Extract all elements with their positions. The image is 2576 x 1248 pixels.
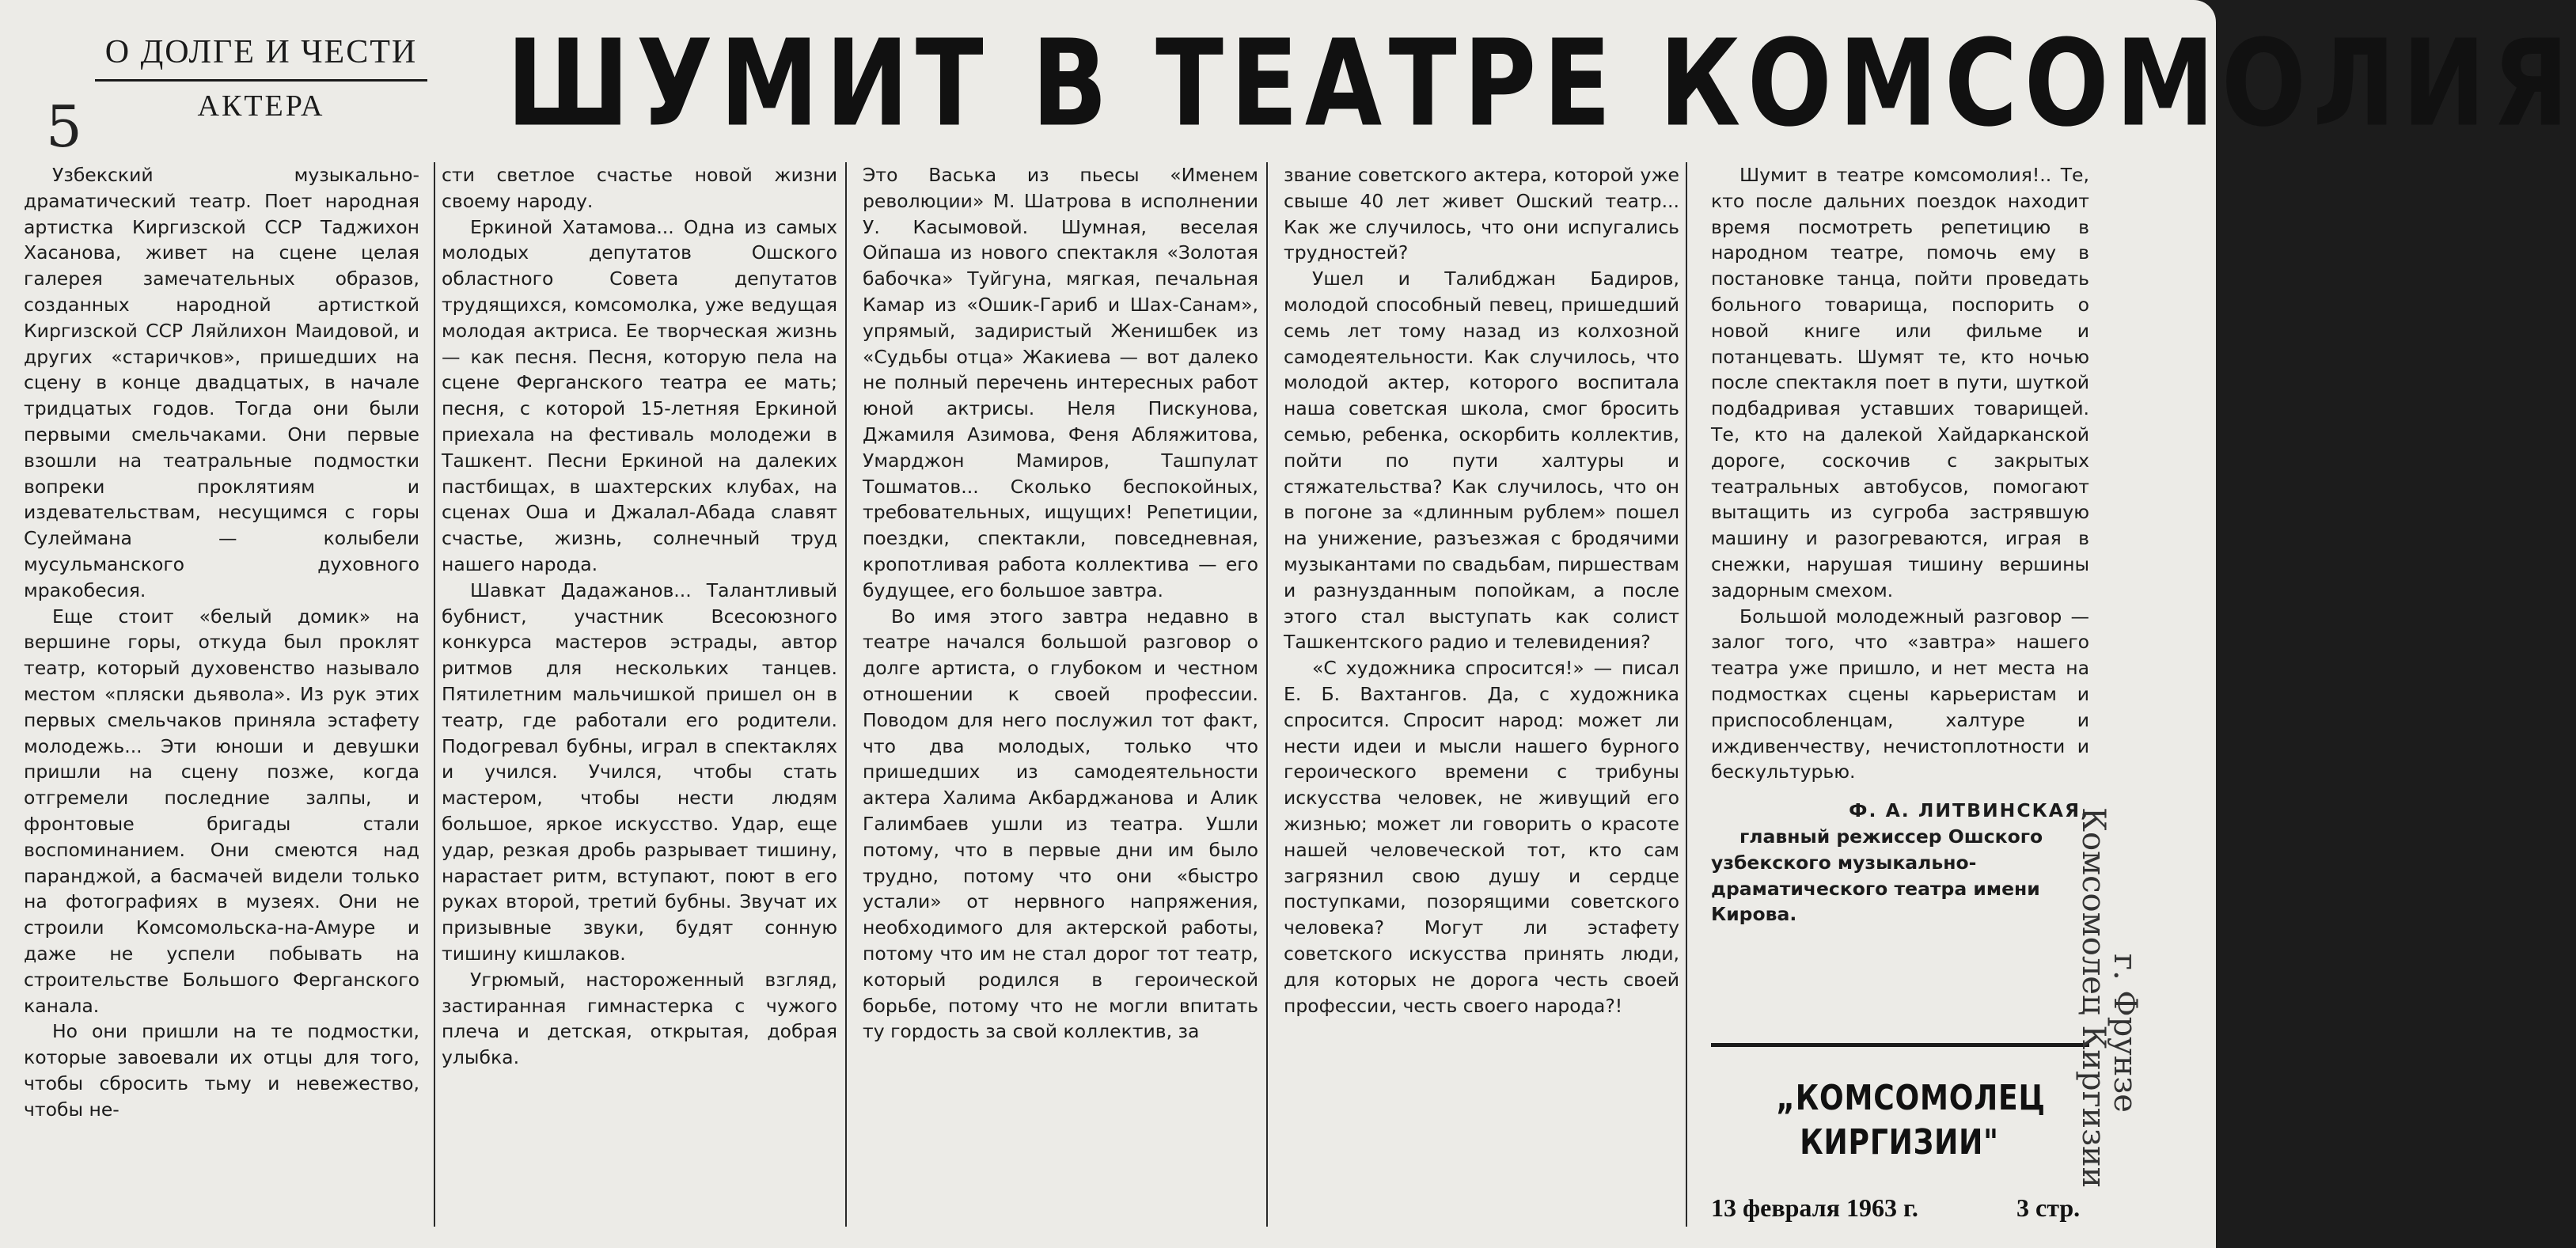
issue-page: 3 стр. <box>2016 1193 2081 1222</box>
paragraph: Узбекский музыкально-драматический театр. Поет народная артистка Киргизской ССР Таджихон Хасанова, живет на сцене целая галерея замечательных образов, созданных народной артисткой Киргизской ССР Ляйлихон Маидовой, и других «старичков», пришедших на сцену в конце двадцатых, в начале тридцатых годов. Тогда они были первыми смельчаками. Они первые взошли на театральные подмостки вопреки проклятиям и издевательствам, несущимся с горы Сулеймана — колыбели мусульманского духовного мракобесия. <box>24 164 419 601</box>
masthead-line: КИРГИЗИИ" <box>1800 1122 1999 1163</box>
paragraph: Большой молодежный разговор — залог того, что «завтра» нашего театра уже пришло, и нет места на подмостках сцены карьеристам и приспособленцам, халтуре и иждивенчеству, нечистоплотности и бескультурью. <box>1711 605 2089 783</box>
paragraph: «С художника спросится!» — писал Е. Б. Вахтангов. Да, с художника спросится. Спросит народ: может ли нести идеи и мысли нашего бурного героического времени с трибуны искусства человек, не живущий его жизнью; может ли говорить о красоте нашей человеческой тот, кто сам загрязнил свою душу и сердце поступками, позорящими советского человека? Могут ли эстафету советского искусства принять люди, для которых не дорога честь своей профессии, честь своего народа?! <box>1284 657 1679 1017</box>
paragraph: Еркиной Хатамова... Одна из самых молодых депутатов Ошского областного Совета депутатов трудящихся, комсомолка, уже ведущая молодая актриса. Ее творческая жизнь — как песня. Песня, которую пела на сцене Ферганского театра ее мать; песня, с которой 15-летняя Еркиной приехала на фестиваль молодежи в Ташкент. Песни Еркиной на далеких пастбищах, в шахтерских клубах, на сценах Оша и Джалал-Абада славят счастье, жизнь, солнечный труд нашего народа. <box>442 215 837 575</box>
newspaper-masthead <box>1776 1076 2046 1165</box>
paragraph: Шавкат Дадажанов... Талантливый бубнист, участник Всесоюзного конкурса мастеров эстрады, автор ритмов для нескольких танцев. Пятилетним мальчишкой пришел он в театр, где работали его родители. Подогревал бубны, играл в спектаклях и учился. Учился, чтобы стать мастером, чтобы нести людям большое, яркое искусство. Удар, еще удар, резкая дробь разрывает тишину, нарастает ритм, вступают, поют в его руках второй, третий бубны. Звучат их призывные звуки, будят сонную тишину кишлаков. <box>442 578 837 965</box>
article-column-3 <box>863 162 1258 1227</box>
paragraph: Угрюмый, настороженный взгляд, застиранная гимнастерка с чужого плеча и детская, открытая, добрая улыбка. <box>442 968 837 1069</box>
handwritten-page-mark: 5 <box>46 93 82 160</box>
column-divider <box>434 162 435 1227</box>
paragraph: Ушел и Талибджан Бадиров, молодой способный певец, пришедший семь лет тому назад из колхозной самодеятельности. Как случилось, что молодой актер, которого воспитала наша советская школа, смог бросить семью, ребенка, оскорбить коллектив, пойти по пути халтуры и стяжательства? Как случилось, что он в погоне за «длинным рублем» пошел на унижение, разъезжая с бродячими музыкантами по свадьбам, пиршествам и разнузданным попойкам, а после этого стал выступать как солист Ташкентского радио и телевидения? <box>1284 267 1679 654</box>
author-role: главный режиссер Ошского узбекского музыкально-драматического театра имени Кирова. <box>1711 825 2043 926</box>
paragraph: сти светлое счастье новой жизни своему народу. <box>442 164 837 212</box>
masthead-line: „КОМСОМОЛЕЦ <box>1776 1078 2046 1118</box>
handwritten-city-note: г. Фрунзе <box>2107 954 2143 1113</box>
section-title: О ДОЛГЕ И ЧЕСТИ <box>95 33 427 82</box>
article-column-2 <box>442 162 837 1227</box>
column-divider <box>845 162 847 1227</box>
author-name: Ф. А. ЛИТВИНСКАЯ, <box>1849 799 2089 822</box>
article-column-1 <box>24 162 419 1227</box>
section-subtitle: АКТЕРА <box>197 89 325 123</box>
paragraph: Во имя этого завтра недавно в театре начался большой разговор о долге артиста, о глубоком и честном отношении к своей профессии. Поводом для него послужил тот факт, что два молодых, только что пришедших из самодеятельности актера Халима Акбарджанова и Алик Галимбаев ушли из театра. Ушли потому, что в первые дни им было трудно, потому что они «быстро устали» от нервного напряжения, необходимого для актерской работы, потому что им не стал дорог тот театр, который родился в героической борьбе, потому что не могли впитать ту гордость за свой коллектив, за <box>863 605 1258 1043</box>
article-column-4 <box>1284 162 1679 1227</box>
headline: ШУМИТ В ТЕАТРЕ КОМСОМОЛИЯ <box>506 13 2576 154</box>
handwritten-source-note: Комсомолец Киргизии <box>2075 807 2111 1189</box>
column-divider <box>1686 162 1687 1227</box>
paragraph: Шумит в театре комсомолия!.. Те, кто после дальних поездок находит время посмотреть репетицию в народном театре, помочь ему в постановке танца, пойти проведать больного товарища, поспорить о новой книге или фильме и потанцевать. Шумят те, кто ночью после спектакля поет в пути, шуткой подбадривая уставших товарищей. Те, кто на далекой Хайдарканской дороге, соскочив с закрытых театральных автобусов, помогают вытащить из сугроба застрявшую машину и разогреваются, играя в снежки, нарушая тишину вершины задорным смехом. <box>1711 164 2089 601</box>
issue-date: 13 февраля 1963 г. <box>1711 1193 1918 1222</box>
column-divider <box>1266 162 1268 1227</box>
paragraph: звание советского актера, которой уже свыше 40 лет живет Ошский театр... Как же случилось, что они испугались трудностей? <box>1284 164 1679 264</box>
paragraph: Но они пришли на те подмостки, которые завоевали их отцы для того, чтобы сбросить тьму и невежество, чтобы не- <box>24 1020 419 1121</box>
paragraph: Еще стоит «белый домик» на вершине горы, откуда был проклят театр, который духовенство называло местом «пляски дьявола». Из рук этих первых смельчаков приняла эстафету молодежь... Эти юноши и девушки пришли на сцену позже, когда отгремели последние залпы, и фронтовые бригады стали воспоминанием. Они смеются над паранджой, а басмачей видели только на фотографиях в музеях. Они не строили Комсомольска-на-Амуре и даже не успели побывать на строительстве Большого Ферганского канала. <box>24 605 419 1017</box>
paragraph: Это Васька из пьесы «Именем революции» М. Шатрова в исполнении У. Касымовой. Шумная, веселая Ойпаша из нового спектакля «Золотая бабочка» Туйгуна, мягкая, печальная Камар из «Ошик-Гариб и Шах-Санам», упрямый, задиристый Женишбек из «Судьбы отца» Жакиева — вот далеко не полный перечень интересных работ юной актрисы. Неля Пискунова, Джамиля Азимова, Феня Абляжитова, Умарджон Мамиров, Ташпулат Тошматов... Сколько беспокойных, требовательных, ищущих! Репетиции, поездки, спектакли, повседневная, кропотливая работа коллектива — его будущее, его большое завтра. <box>863 164 1258 601</box>
masthead-divider <box>1711 1043 2089 1047</box>
article-column-5 <box>1711 162 2089 1041</box>
